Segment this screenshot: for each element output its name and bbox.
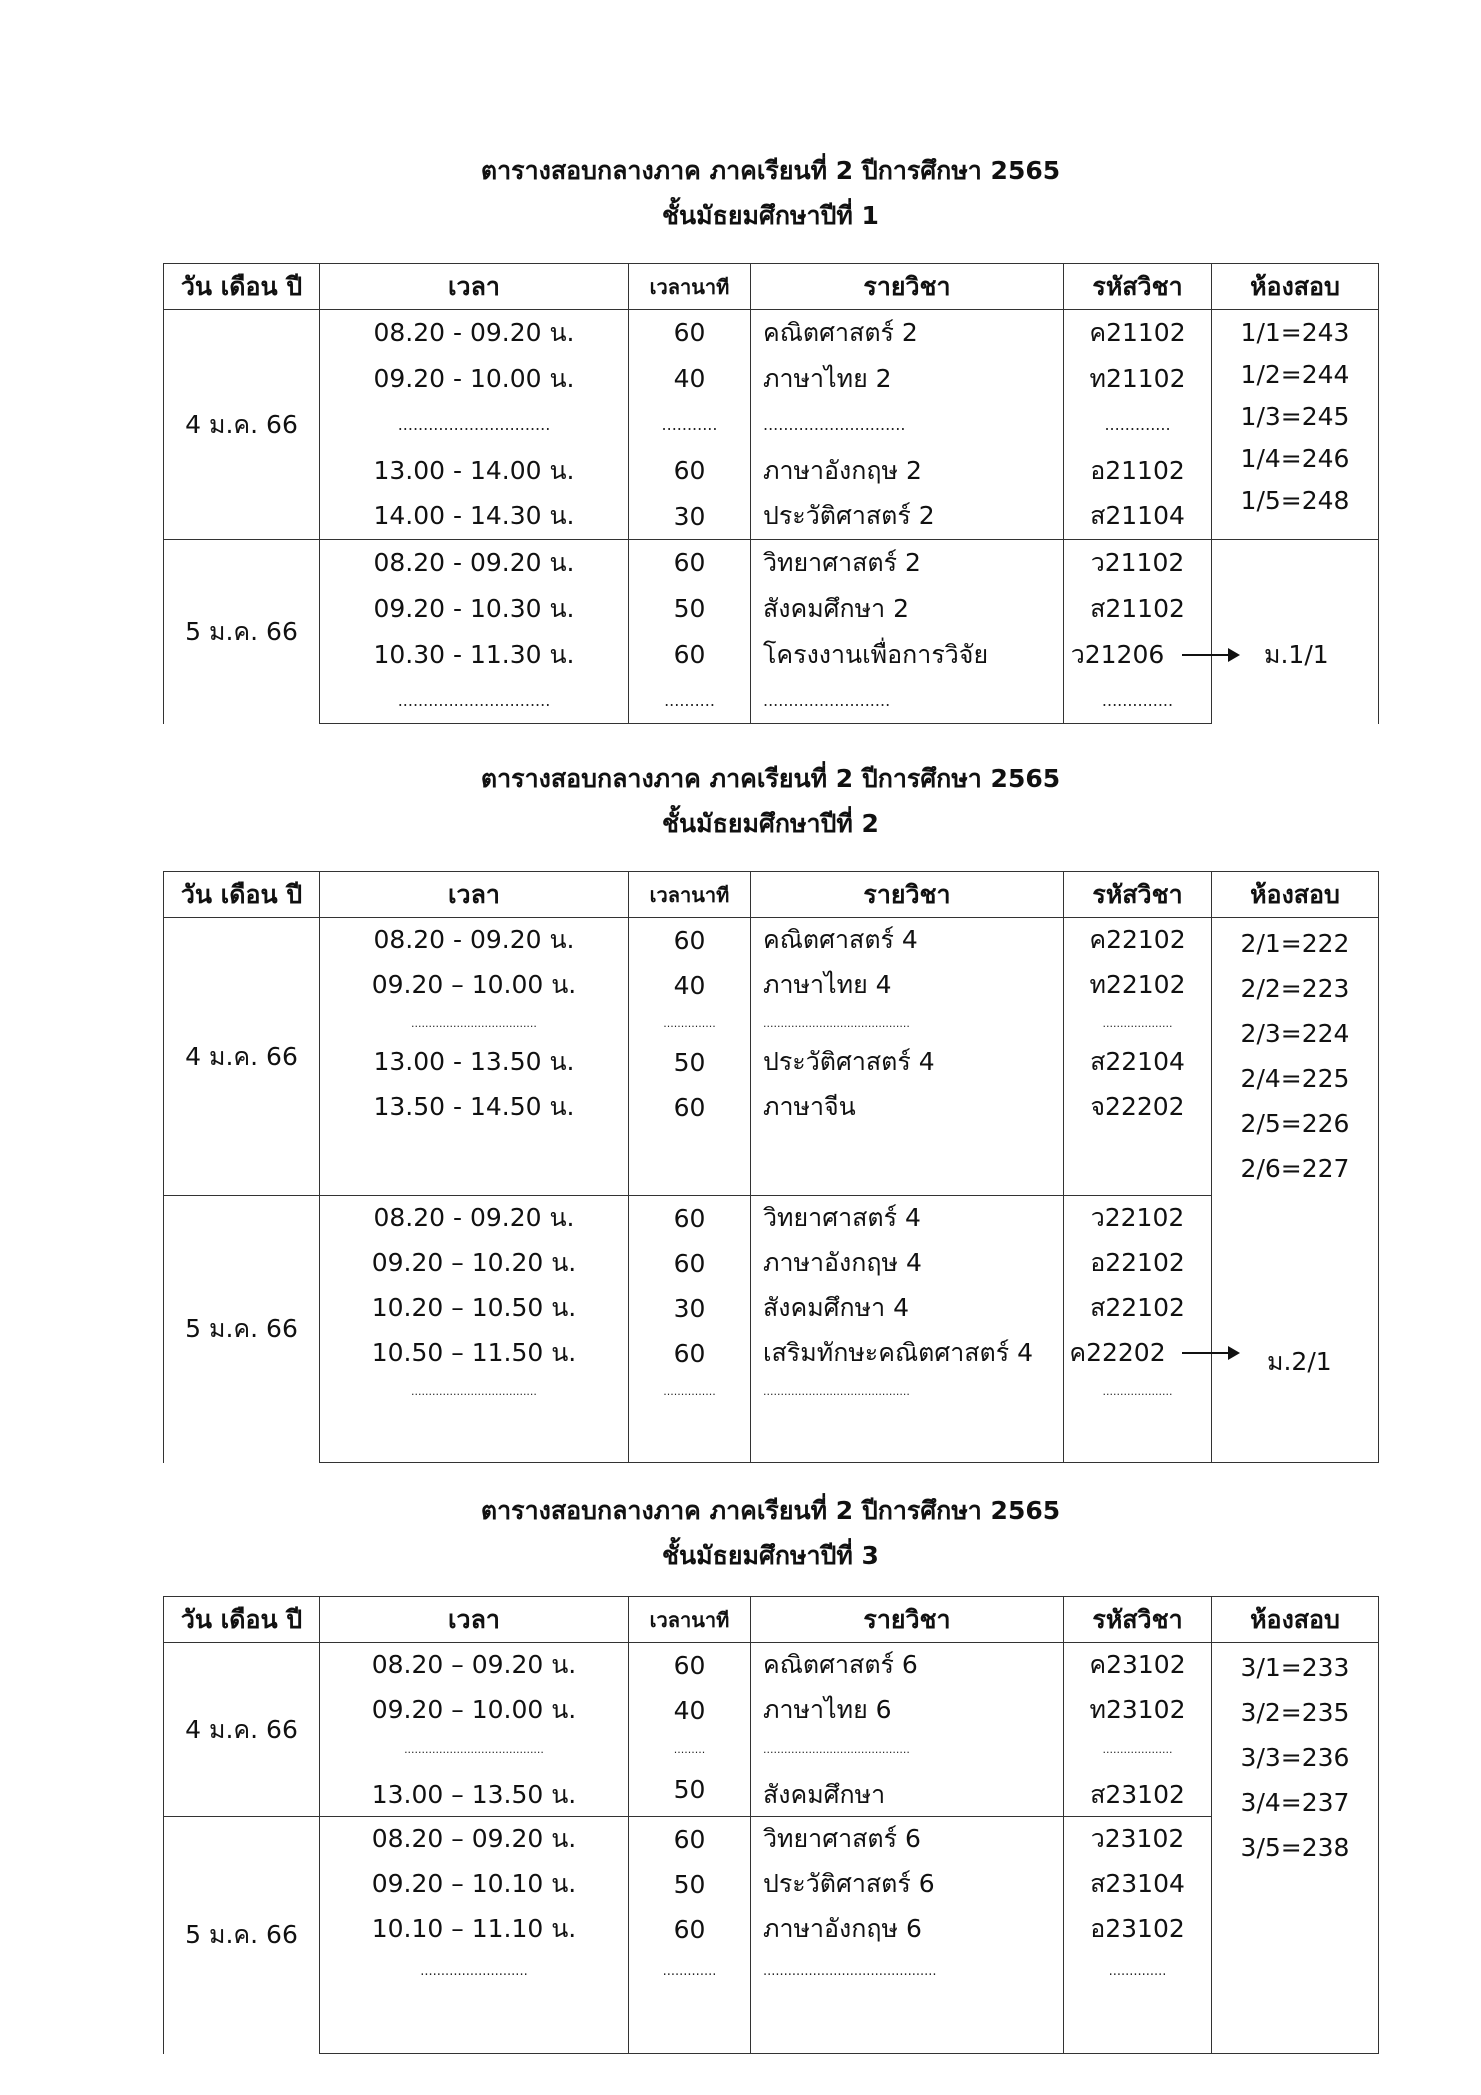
table-row bbox=[164, 448, 1379, 494]
table-row bbox=[164, 1767, 1379, 1817]
subject-cell: .......................................... bbox=[751, 1008, 1064, 1040]
code-cell: ค23102 bbox=[1064, 1643, 1212, 1688]
header-subject: รายวิชา bbox=[751, 264, 1064, 310]
subject-cell: ภาษาอังกฤษ 4 bbox=[751, 1241, 1064, 1286]
code-cell: ส23104 bbox=[1064, 1862, 1212, 1907]
minutes-cell: 60 bbox=[629, 448, 751, 494]
time-cell: 09.20 – 10.00 น. bbox=[320, 963, 629, 1008]
table-row bbox=[164, 310, 1379, 356]
header-date: วัน เดือน ปี bbox=[164, 264, 320, 310]
room-list-cell bbox=[1212, 310, 1379, 540]
minutes-cell: 40 bbox=[629, 963, 751, 1008]
time-cell: 08.20 - 09.20 น. bbox=[320, 1196, 629, 1241]
minutes-cell: 50 bbox=[629, 1767, 751, 1817]
time-cell: 13.50 - 14.50 น. bbox=[320, 1085, 629, 1130]
date-cell: 4 ม.ค. 66 bbox=[164, 310, 320, 540]
table-row bbox=[164, 402, 1379, 448]
table-row bbox=[164, 1907, 1379, 1952]
header-date: วัน เดือน ปี bbox=[164, 1597, 320, 1643]
header-date: วัน เดือน ปี bbox=[164, 872, 320, 918]
room-item: 2/2=223 bbox=[1240, 974, 1350, 1003]
schedule-2-title: ตารางสอบกลางภาค ภาคเรียนที่ 2 ปีการศึกษา 2565 bbox=[480, 764, 1061, 793]
subject-cell: .......................................... bbox=[751, 1733, 1064, 1767]
minutes-cell: 40 bbox=[629, 356, 751, 402]
minutes-cell: ........... bbox=[629, 402, 751, 448]
room-list-cell bbox=[1212, 918, 1379, 1463]
code-cell: ส21102 bbox=[1064, 586, 1212, 632]
date-cell: 5 ม.ค. 66 bbox=[164, 1196, 320, 1463]
minutes-cell: .......... bbox=[629, 678, 751, 724]
time-cell: .............................. bbox=[320, 402, 629, 448]
time-cell: 09.20 - 10.30 น. bbox=[320, 586, 629, 632]
time-cell: 09.20 – 10.20 น. bbox=[320, 1241, 629, 1286]
table-row bbox=[164, 1040, 1379, 1085]
time-cell: .................................... bbox=[320, 1008, 629, 1040]
schedule-3-subtitle: ชั้นมัธยมศึกษาปีที่ 3 bbox=[662, 1541, 879, 1570]
subject-cell: .......................................... bbox=[751, 1952, 1064, 1992]
subject-cell: .......................................... bbox=[751, 1376, 1064, 1408]
arrow-right-icon bbox=[1182, 654, 1238, 656]
exam-schedule-table-m1 bbox=[163, 263, 1379, 724]
room-item: 1/4=246 bbox=[1240, 444, 1350, 473]
room-item: 2/6=227 bbox=[1240, 1154, 1350, 1183]
table-row-spacer bbox=[164, 1992, 1379, 2054]
minutes-cell: ......... bbox=[629, 1733, 751, 1767]
room-item: 3/3=236 bbox=[1240, 1743, 1350, 1772]
minutes-cell: 50 bbox=[629, 1040, 751, 1085]
date-cell: 4 ม.ค. 66 bbox=[164, 918, 320, 1196]
table-row bbox=[164, 356, 1379, 402]
minutes-cell: ............... bbox=[629, 1008, 751, 1040]
minutes-cell: 60 bbox=[629, 540, 751, 586]
room-item: 2/3=224 bbox=[1240, 1019, 1350, 1048]
subject-cell: ภาษาไทย 4 bbox=[751, 963, 1064, 1008]
arrow-target-label: ม.1/1 bbox=[1264, 639, 1329, 669]
header-code: รหัสวิชา bbox=[1064, 872, 1212, 918]
minutes-cell: 60 bbox=[629, 310, 751, 356]
code-cell: .............. bbox=[1064, 678, 1212, 724]
code-cell: ท22102 bbox=[1064, 963, 1212, 1008]
code-cell: .................... bbox=[1064, 1733, 1212, 1767]
code-cell-with-arrow bbox=[1064, 1331, 1212, 1376]
minutes-cell: 30 bbox=[629, 1286, 751, 1331]
date-cell: 5 ม.ค. 66 bbox=[164, 1817, 320, 2054]
room-item: 1/2=244 bbox=[1240, 360, 1350, 389]
minutes-cell: 60 bbox=[629, 1085, 751, 1130]
room-item: 1/5=248 bbox=[1240, 486, 1350, 515]
header-subject: รายวิชา bbox=[751, 1597, 1064, 1643]
table-row bbox=[164, 1241, 1379, 1286]
subject-cell: เสริมทักษะคณิตศาสตร์ 4 bbox=[751, 1331, 1064, 1376]
table-row bbox=[164, 540, 1379, 586]
room-item: 3/2=235 bbox=[1240, 1698, 1350, 1727]
table-row bbox=[164, 1008, 1379, 1040]
room-item: 2/1=222 bbox=[1240, 929, 1350, 958]
minutes-cell: 60 bbox=[629, 1907, 751, 1952]
code-cell: ค22102 bbox=[1064, 918, 1212, 963]
time-cell: .................................... bbox=[320, 1376, 629, 1408]
table-row bbox=[164, 678, 1379, 724]
minutes-cell: 40 bbox=[629, 1688, 751, 1733]
subject-cell: ภาษาจีน bbox=[751, 1085, 1064, 1130]
time-cell: 13.00 - 14.00 น. bbox=[320, 448, 629, 494]
arrow-right-icon bbox=[1182, 1352, 1238, 1354]
code-cell: ค21102 bbox=[1064, 310, 1212, 356]
code-cell: .................... bbox=[1064, 1008, 1212, 1040]
table-row bbox=[164, 632, 1379, 678]
room-list-cell bbox=[1212, 1643, 1379, 2054]
header-row bbox=[164, 1597, 1379, 1643]
code-cell: ว23102 bbox=[1064, 1817, 1212, 1862]
minutes-cell: 30 bbox=[629, 494, 751, 540]
room-item: 1/1=243 bbox=[1240, 318, 1350, 347]
minutes-cell: 60 bbox=[629, 1817, 751, 1862]
table-row bbox=[164, 963, 1379, 1008]
subject-cell: ภาษาอังกฤษ 2 bbox=[751, 448, 1064, 494]
time-cell: 09.20 - 10.00 น. bbox=[320, 356, 629, 402]
table-row bbox=[164, 1862, 1379, 1907]
room-empty-cell bbox=[1212, 540, 1379, 724]
table-row bbox=[164, 1733, 1379, 1767]
table-row bbox=[164, 1952, 1379, 1992]
exam-schedule-table-m3 bbox=[163, 1596, 1379, 2054]
header-row bbox=[164, 872, 1379, 918]
time-cell: 13.00 – 13.50 น. bbox=[320, 1767, 629, 1817]
arrow-target-label: ม.2/1 bbox=[1267, 1347, 1332, 1376]
minutes-cell: ............... bbox=[629, 1376, 751, 1408]
code-cell: อ22102 bbox=[1064, 1241, 1212, 1286]
time-cell: 08.20 – 09.20 น. bbox=[320, 1817, 629, 1862]
time-cell: 08.20 - 09.20 น. bbox=[320, 918, 629, 963]
time-cell: 13.00 - 13.50 น. bbox=[320, 1040, 629, 1085]
date-cell: 4 ม.ค. 66 bbox=[164, 1643, 320, 1817]
code-text: ค22202 bbox=[1069, 1338, 1166, 1367]
header-time: เวลา bbox=[320, 1597, 629, 1643]
header-minutes: เวลานาที bbox=[629, 1597, 751, 1643]
header-minutes: เวลานาที bbox=[629, 264, 751, 310]
minutes-cell: 50 bbox=[629, 1862, 751, 1907]
code-cell: จ22202 bbox=[1064, 1085, 1212, 1130]
subject-cell: คณิตศาสตร์ 2 bbox=[751, 310, 1064, 356]
subject-cell: ............................ bbox=[751, 402, 1064, 448]
code-cell: ว22102 bbox=[1064, 1196, 1212, 1241]
header-minutes: เวลานาที bbox=[629, 872, 751, 918]
subject-cell: ประวัติศาสตร์ 6 bbox=[751, 1862, 1064, 1907]
subject-cell: คณิตศาสตร์ 6 bbox=[751, 1643, 1064, 1688]
code-cell: อ21102 bbox=[1064, 448, 1212, 494]
time-cell: 10.10 – 11.10 น. bbox=[320, 1907, 629, 1952]
code-cell: อ23102 bbox=[1064, 1907, 1212, 1952]
subject-cell: สังคมศึกษา 4 bbox=[751, 1286, 1064, 1331]
time-cell: .......................... bbox=[320, 1952, 629, 1992]
table-row bbox=[164, 1376, 1379, 1408]
header-code: รหัสวิชา bbox=[1064, 1597, 1212, 1643]
code-cell: ท21102 bbox=[1064, 356, 1212, 402]
time-cell: 09.20 – 10.00 น. bbox=[320, 1688, 629, 1733]
header-room: ห้องสอบ bbox=[1212, 1597, 1379, 1643]
time-cell: 08.20 - 09.20 น. bbox=[320, 310, 629, 356]
table-row bbox=[164, 1085, 1379, 1130]
table-row bbox=[164, 586, 1379, 632]
time-cell: 10.30 - 11.30 น. bbox=[320, 632, 629, 678]
table-row bbox=[164, 494, 1379, 540]
code-cell-with-arrow bbox=[1064, 632, 1329, 678]
schedule-2-subtitle: ชั้นมัธยมศึกษาปีที่ 2 bbox=[662, 809, 879, 838]
minutes-cell: 60 bbox=[629, 918, 751, 963]
subject-cell: ประวัติศาสตร์ 4 bbox=[751, 1040, 1064, 1085]
subject-cell: วิทยาศาสตร์ 2 bbox=[751, 540, 1064, 586]
table-row bbox=[164, 1286, 1379, 1331]
subject-cell: โครงงานเพื่อการวิจัย bbox=[751, 632, 1064, 678]
code-cell: ส23102 bbox=[1064, 1767, 1212, 1817]
subject-cell: สังคมศึกษา bbox=[751, 1767, 1064, 1817]
code-cell: .............. bbox=[1064, 1952, 1212, 1992]
code-cell: ว21102 bbox=[1064, 540, 1212, 586]
code-cell: ส21104 bbox=[1064, 494, 1212, 540]
time-cell: 10.20 – 10.50 น. bbox=[320, 1286, 629, 1331]
room-item: 2/4=225 bbox=[1240, 1064, 1350, 1093]
room-item: 2/5=226 bbox=[1240, 1109, 1350, 1138]
date-cell: 5 ม.ค. 66 bbox=[164, 540, 320, 724]
exam-schedule-table-m2 bbox=[163, 871, 1379, 1463]
subject-cell: ภาษาไทย 2 bbox=[751, 356, 1064, 402]
table-row-spacer bbox=[164, 1130, 1379, 1196]
subject-cell: ภาษาอังกฤษ 6 bbox=[751, 1907, 1064, 1952]
time-cell: ........................................ bbox=[320, 1733, 629, 1767]
minutes-cell: 50 bbox=[629, 586, 751, 632]
subject-cell: วิทยาศาสตร์ 4 bbox=[751, 1196, 1064, 1241]
subject-cell: คณิตศาสตร์ 4 bbox=[751, 918, 1064, 963]
header-row bbox=[164, 264, 1379, 310]
table-row bbox=[164, 918, 1379, 963]
minutes-cell: 60 bbox=[629, 1331, 751, 1376]
table-row bbox=[164, 1643, 1379, 1688]
subject-cell: วิทยาศาสตร์ 6 bbox=[751, 1817, 1064, 1862]
code-cell: ส22104 bbox=[1064, 1040, 1212, 1085]
room-item: 1/3=245 bbox=[1240, 402, 1350, 431]
header-time: เวลา bbox=[320, 872, 629, 918]
schedule-1-subtitle: ชั้นมัธยมศึกษาปีที่ 1 bbox=[662, 201, 879, 230]
subject-cell: ภาษาไทย 6 bbox=[751, 1688, 1064, 1733]
header-room: ห้องสอบ bbox=[1212, 872, 1379, 918]
time-cell: 08.20 - 09.20 น. bbox=[320, 540, 629, 586]
table-row bbox=[164, 1817, 1379, 1862]
header-time: เวลา bbox=[320, 264, 629, 310]
subject-cell: ประวัติศาสตร์ 2 bbox=[751, 494, 1064, 540]
subject-cell: สังคมศึกษา 2 bbox=[751, 586, 1064, 632]
header-room: ห้องสอบ bbox=[1212, 264, 1379, 310]
table-row bbox=[164, 1688, 1379, 1733]
minutes-cell: 60 bbox=[629, 1196, 751, 1241]
schedule-1-title: ตารางสอบกลางภาค ภาคเรียนที่ 2 ปีการศึกษา 2565 bbox=[480, 156, 1061, 185]
room-item: 3/4=237 bbox=[1240, 1788, 1350, 1817]
header-subject: รายวิชา bbox=[751, 872, 1064, 918]
minutes-cell: 60 bbox=[629, 632, 751, 678]
header-code: รหัสวิชา bbox=[1064, 264, 1212, 310]
table-row bbox=[164, 1196, 1379, 1241]
subject-cell: ......................... bbox=[751, 678, 1064, 724]
time-cell: 14.00 - 14.30 น. bbox=[320, 494, 629, 540]
minutes-cell: 60 bbox=[629, 1241, 751, 1286]
time-cell: 10.50 – 11.50 น. bbox=[320, 1331, 629, 1376]
time-cell: .............................. bbox=[320, 678, 629, 724]
time-cell: 08.20 – 09.20 น. bbox=[320, 1643, 629, 1688]
code-cell: ส22102 bbox=[1064, 1286, 1212, 1331]
room-item: 3/1=233 bbox=[1240, 1653, 1350, 1682]
time-cell: 09.20 – 10.10 น. bbox=[320, 1862, 629, 1907]
minutes-cell: ............. bbox=[629, 1952, 751, 1992]
code-text: ว21206 bbox=[1070, 639, 1165, 669]
code-cell: ท23102 bbox=[1064, 1688, 1212, 1733]
schedule-3-title: ตารางสอบกลางภาค ภาคเรียนที่ 2 ปีการศึกษา 2565 bbox=[480, 1496, 1061, 1525]
code-cell: .................... bbox=[1064, 1376, 1212, 1408]
table-row-spacer bbox=[164, 1408, 1379, 1463]
room-item: 3/5=238 bbox=[1240, 1833, 1350, 1862]
minutes-cell: 60 bbox=[629, 1643, 751, 1688]
table-row bbox=[164, 1331, 1379, 1376]
code-cell: ............. bbox=[1064, 402, 1212, 448]
